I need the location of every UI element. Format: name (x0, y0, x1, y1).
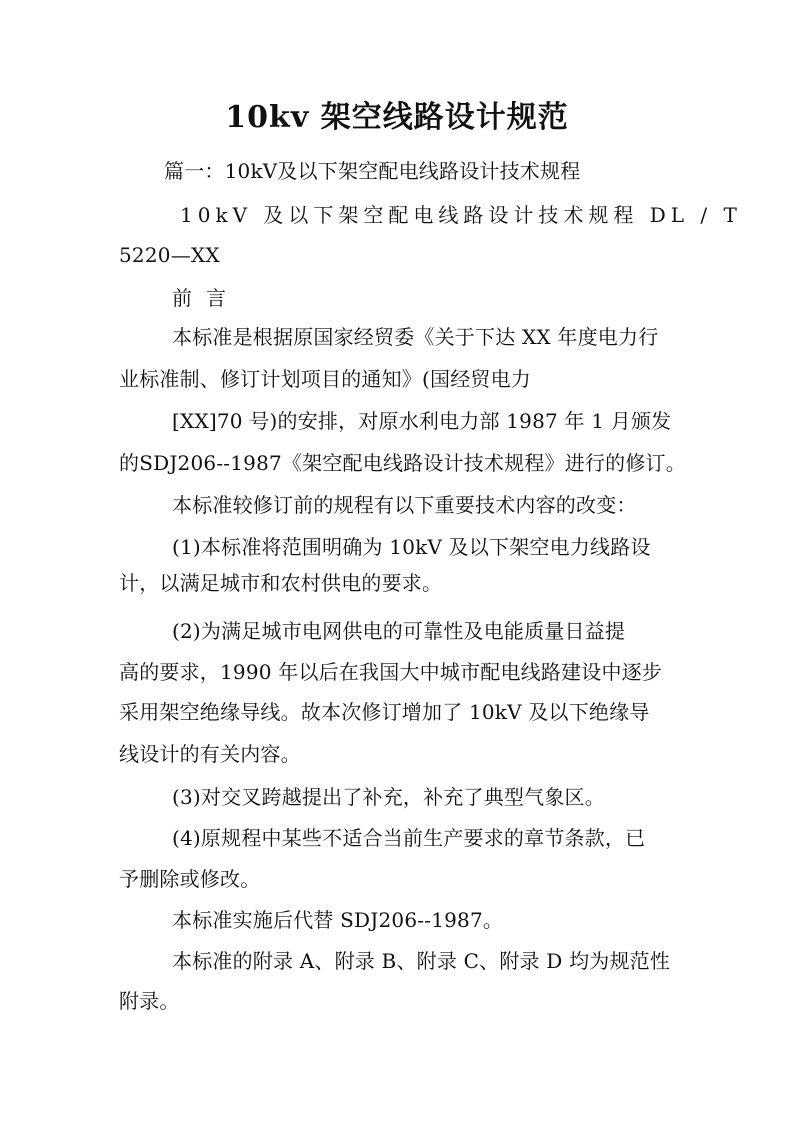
paragraph-line: 线设计的有关内容。 (119, 742, 301, 766)
paragraph-line: 附录。 (119, 989, 180, 1013)
paragraph-line: 高的要求，1990 年以后在我国大中城市配电线路建设中逐步 (119, 660, 663, 684)
paragraph-line: 的SDJ206--1987《架空配电线路设计技术规程》进行的修订。 (119, 451, 686, 475)
paragraph-line: 本标准较修订前的规程有以下重要技术内容的改变： (172, 493, 637, 517)
paragraph-line: (4)原规程中某些不适合当前生产要求的章节条款，已 (172, 826, 646, 850)
paragraph-line: 计，以满足城市和农村供电的要求。 (119, 571, 443, 595)
paragraph-line: 本标准的附录 A、附录 B、附录 C、附录 D 均为规范性 (172, 949, 671, 973)
document-subtitle: 篇一：10kV及以下架空配电线路设计技术规程 (164, 159, 581, 183)
document-title: 10kv 架空线路设计规范 (225, 100, 569, 135)
paragraph-line: (3)对交叉跨越提出了补充，补充了典型气象区。 (172, 785, 605, 809)
paragraph-line: 本标准是根据原国家经贸委《关于下达 XX 年度电力行 (172, 325, 659, 349)
paragraph-line: 业标准制、修订计划项目的通知》(国经贸电力 (119, 367, 532, 391)
paragraph-line: 采用架空绝缘导线。故本次修订增加了 10kV 及以下绝缘导 (119, 700, 650, 724)
paragraph-line: [XX]70 号)的安排，对原水利电力部 1987 年 1 月颁发 (172, 409, 672, 433)
paragraph-line: (1)本标准将范围明确为 10kV 及以下架空电力线路设 (172, 535, 651, 559)
paragraph-line: 予删除或修改。 (119, 867, 261, 891)
standard-name-line-2: 5220—XX (119, 243, 220, 267)
preface-heading: 前言 (172, 286, 240, 310)
standard-name-line-1: 10kV 及以下架空配电线路设计技术规程 DL / T (180, 203, 742, 227)
paragraph-line: (2)为满足城市电网供电的可靠性及电能质量日益提 (172, 619, 626, 643)
paragraph-line: 本标准实施后代替 SDJ206--1987。 (172, 908, 504, 932)
